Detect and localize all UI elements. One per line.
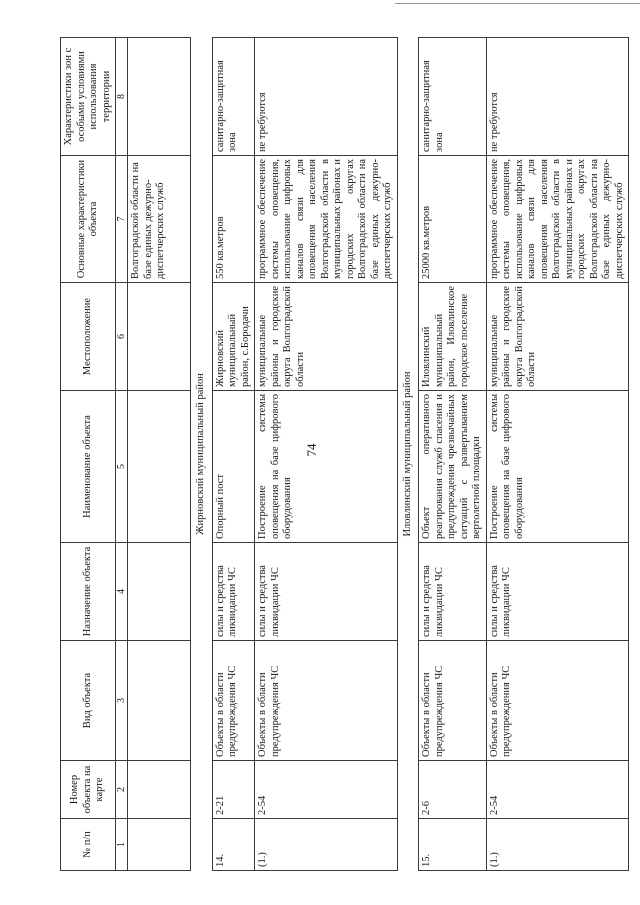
map-number: 2-54 <box>255 761 398 819</box>
column-number: 7 <box>116 156 128 283</box>
zone-characteristics: санитарно-защитная зона <box>419 38 487 156</box>
header-cell: Номер объекта на карте <box>61 761 116 819</box>
section-row <box>191 38 213 871</box>
table-row <box>486 38 629 871</box>
header-cell: Назначение объекта <box>61 543 116 641</box>
object-name: Построение системы оповещения на базе цифрового оборудования <box>255 391 398 543</box>
objects-table <box>60 37 629 871</box>
row-number: (1.) <box>255 819 398 871</box>
object-location: муниципальные районы и городские округа Волгоградской области <box>486 283 629 391</box>
object-characteristics: программное обеспечение системы оповещения, использование цифровых каналов связи для оповещения населения Волгоградской области в муниципальных районах и городских округах Волгоградской области на базе единых дежурно-диспетчерских служб <box>486 156 629 283</box>
row-number: 15. <box>419 819 487 871</box>
object-purpose: силы и средства ликвидации ЧС <box>419 543 487 641</box>
header-cell: Наименование объекта <box>61 391 116 543</box>
map-number: 2-6 <box>419 761 487 819</box>
section-title: Жирновский муниципальный район <box>191 38 213 871</box>
zone-characteristics: санитарно-защитная зона <box>212 38 255 156</box>
object-purpose: силы и средства ликвидации ЧС <box>255 543 398 641</box>
object-location: Жирновский муниципальный район, с.Бородачи <box>212 283 255 391</box>
column-number: 4 <box>116 543 128 641</box>
object-name: Построение системы оповещения на базе цифрового оборудования <box>486 391 629 543</box>
header-cell: Вид объекта <box>61 641 116 761</box>
object-characteristics: 550 кв.метров <box>212 156 255 283</box>
carry-over-text: Волгоградской области на базе единых дежурно-диспетчерских служб <box>128 156 191 283</box>
column-number: 5 <box>116 391 128 543</box>
row-number: 14. <box>212 819 255 871</box>
object-type: Объекты в области предупреждения ЧС <box>419 641 487 761</box>
object-purpose: силы и средства ликвидации ЧС <box>212 543 255 641</box>
column-number: 6 <box>116 283 128 391</box>
header-cell: № п/п <box>61 819 116 871</box>
column-number: 2 <box>116 761 128 819</box>
object-location: Иловлинский муниципальный район, Иловлинское городское поселение <box>419 283 487 391</box>
column-number: 8 <box>116 38 128 156</box>
page-number: 74 <box>304 443 319 457</box>
carry-over-row <box>128 38 191 871</box>
table-row <box>255 38 398 871</box>
object-characteristics: 25000 кв.метров <box>419 156 487 283</box>
zone-characteristics: не требуются <box>486 38 629 156</box>
header-cell: Основные характеристики объекта <box>61 156 116 283</box>
object-type: Объекты в области предупреждения ЧС <box>255 641 398 761</box>
zone-characteristics: не требуются <box>255 38 398 156</box>
map-number: 2-54 <box>486 761 629 819</box>
object-purpose: силы и средства ликвидации ЧС <box>486 543 629 641</box>
column-number-row <box>116 38 128 871</box>
column-number: 1 <box>116 819 128 871</box>
map-number: 2-21 <box>212 761 255 819</box>
object-type: Объекты в области предупреждения ЧС <box>212 641 255 761</box>
object-type: Объекты в области предупреждения ЧС <box>486 641 629 761</box>
table-row <box>419 38 487 871</box>
header-cell: Характеристики зон с особыми условиями использования территории <box>61 38 116 156</box>
section-title: Иловлинский муниципальный район <box>397 38 419 871</box>
object-characteristics: программное обеспечение системы оповещения, использование цифровых каналов связи для оповещения населения Волгоградской области в муниципальных районах и городских округах Волгоградской области на базе единых дежурно-диспетчерских служб <box>255 156 398 283</box>
header-row <box>61 38 116 871</box>
row-number: (1.) <box>486 819 629 871</box>
section-row <box>397 38 419 871</box>
header-cell: Местоположение <box>61 283 116 391</box>
object-name: Опорный пост <box>212 391 255 543</box>
table-row <box>212 38 255 871</box>
object-name: Объект оперативного реагирования служб спасения и предупреждения чрезвычайных ситуаций с развертыванием вертолетной площадки <box>419 391 487 543</box>
column-number: 3 <box>116 641 128 761</box>
object-location: муниципальные районы и городские округа Волгоградской области <box>255 283 398 391</box>
